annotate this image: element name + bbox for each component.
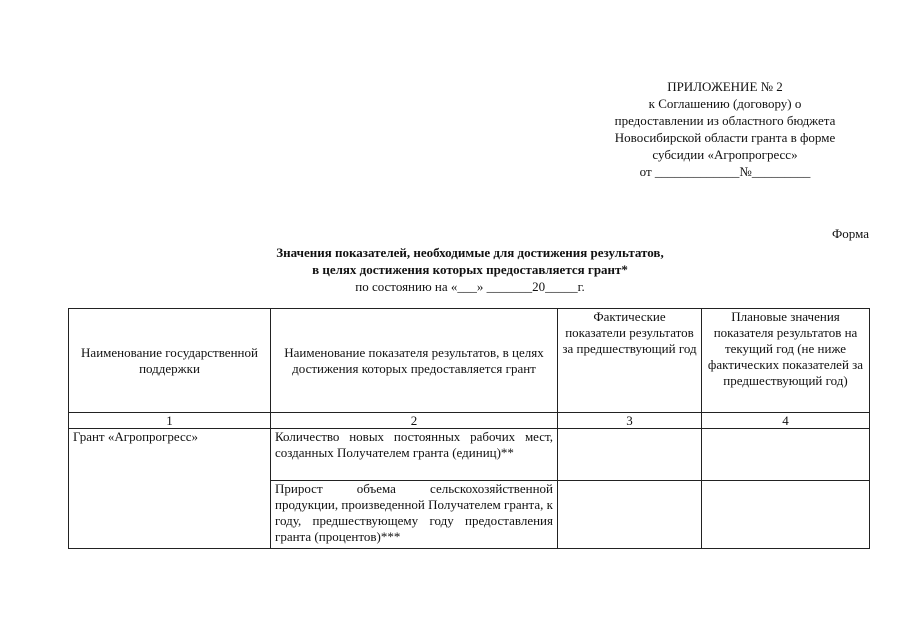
header-indicator-name: Наименование показателя результатов, в целях достижения которых предоставляется грант [271, 309, 558, 413]
appendix-line: субсидии «Агропрогресс» [652, 147, 798, 162]
appendix-line: предоставлении из областного бюджета [614, 113, 836, 128]
indicator-cell: Прирост объема сельскохозяйственной продукции, произведенной Получателем гранта, к году, предшествующему году предоставления гранта (процентов)*** [271, 481, 558, 549]
appendix-date-line: от _____________№_________ [639, 164, 811, 179]
indicators-table [68, 308, 870, 549]
column-number: 2 [271, 413, 558, 429]
appendix-title: ПРИЛОЖЕНИЕ № 2 [667, 79, 783, 94]
appendix-header [560, 78, 890, 180]
column-number: 3 [558, 413, 702, 429]
table-header-row [69, 309, 870, 413]
document-title [190, 244, 750, 295]
header-actual-values: Фактические показатели результатов за предшествующий год [558, 309, 702, 413]
header-planned-values: Плановые значения показателя результатов на текущий год (не ниже фактических показателей за предшествующий год) [702, 309, 870, 413]
form-label: Форма [832, 226, 869, 241]
title-date-line: по состоянию на «___» _______20_____г. [355, 279, 585, 294]
column-number: 4 [702, 413, 870, 429]
title-line-2: в целях достижения которых предоставляется грант* [312, 262, 628, 277]
column-number: 1 [69, 413, 271, 429]
actual-value-cell[interactable] [558, 481, 702, 549]
table-number-row [69, 413, 870, 429]
header-support-name: Наименование государственной поддержки [69, 309, 271, 413]
appendix-line: Новосибирской области гранта в форме [614, 130, 836, 145]
table-row [69, 429, 870, 481]
planned-value-cell[interactable] [702, 429, 870, 481]
support-name-cell: Грант «Агропрогресс» [69, 429, 271, 549]
appendix-line: к Соглашению (договору) о [648, 96, 802, 111]
actual-value-cell[interactable] [558, 429, 702, 481]
indicator-cell: Количество новых постоянных рабочих мест, созданных Получателем гранта (единиц)** [271, 429, 558, 481]
title-line-1: Значения показателей, необходимые для достижения результатов, [276, 245, 664, 260]
planned-value-cell[interactable] [702, 481, 870, 549]
